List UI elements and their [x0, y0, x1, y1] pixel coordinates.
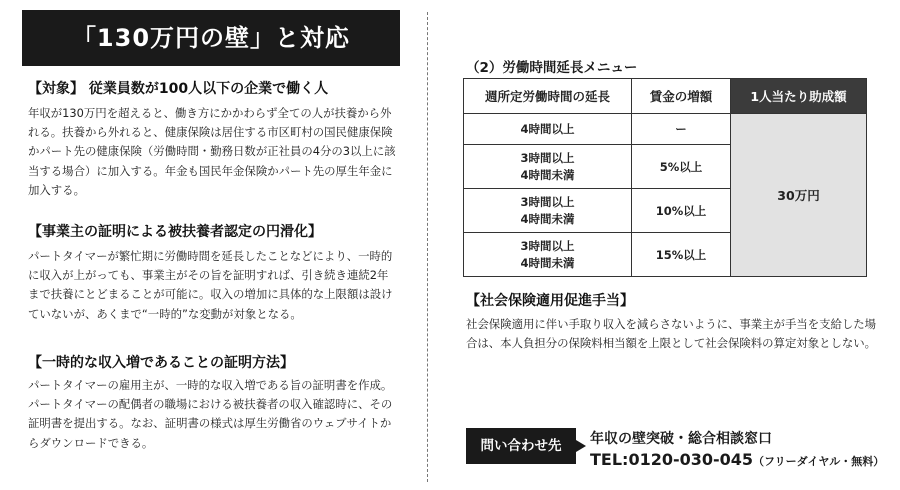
- hours-line: 4時間未満: [520, 255, 575, 270]
- allowance-heading: 【社会保険適用促進手当】: [466, 293, 634, 309]
- column-divider: [427, 12, 428, 482]
- hours-line: 4時間未満: [520, 211, 575, 226]
- proof-method-heading: 【一時的な収入増であることの証明方法】: [28, 355, 294, 371]
- hours-line: 4時間未満: [520, 167, 575, 182]
- contact-name: 年収の壁突破・総合相談窓口: [590, 431, 772, 447]
- hours-line: 4時間以上: [520, 121, 575, 136]
- subsidy-cell: 30万円: [731, 114, 867, 277]
- wage-cell: 15%以上: [632, 233, 731, 277]
- proof-method-body: パートタイマーの雇用主が、一時的な収入増である旨の証明書を作成。パートタイマーの配偶者の職場における被扶養者の収入確認時に、その証明書を提出する。なお、証明書の様式は厚生労働省のウェブサイトからダウンロードできる。: [28, 378, 393, 450]
- header-hours: 週所定労働時間の延長: [464, 79, 632, 114]
- target-heading: 【対象】 従業員数が100人以下の企業で働く人: [28, 81, 329, 97]
- hours-cell: [464, 114, 632, 145]
- phone-note: （フリーダイヤル・無料）: [753, 455, 885, 468]
- header-subsidy: 1人当たり助成額: [731, 79, 867, 114]
- hours-cell: [464, 233, 632, 277]
- table-header-row: [464, 79, 867, 114]
- certification-heading: 【事業主の証明による被扶養者認定の円滑化】: [28, 224, 322, 240]
- target-body: 年収が130万円を超えると、働き方にかかわらず全ての人が扶養から外れる。扶養から外れると、健康保険は居住する市区町村の国民健康保険かパート先の健康保険（労働時間・勤務日数が正社員の4分の3以上に該当する場合）に加入する。年金も国民年金保険かパート先の厚生年金に加入する。: [28, 106, 396, 197]
- contact-tel[interactable]: [590, 450, 884, 469]
- phone-number[interactable]: TEL:0120-030-045: [590, 450, 754, 469]
- allowance-body: 社会保険適用に伴い手取り収入を減らさないように、事業主が手当を支給した場合は、本人負担分の保険料相当額を上限として社会保険料の算定対象としない。: [466, 317, 877, 351]
- hours-cell: [464, 145, 632, 189]
- wage-cell: 5%以上: [632, 145, 731, 189]
- contact-badge: 問い合わせ先: [466, 428, 576, 464]
- menu-title: （2）労働時間延長メニュー: [466, 60, 638, 76]
- wage-cell: 10%以上: [632, 189, 731, 233]
- extension-menu-table: [463, 78, 867, 277]
- hours-line: 3時間以上: [520, 238, 575, 253]
- table-row: [464, 114, 867, 145]
- left-column: [22, 10, 400, 450]
- wage-cell: ー: [632, 114, 731, 145]
- header-wage: 賃金の増額: [632, 79, 731, 114]
- page-title: 「130万円の壁」と対応: [22, 10, 400, 66]
- hours-cell: [464, 189, 632, 233]
- certification-body: パートタイマーが繁忙期に労働時間を延長したことなどにより、一時的に収入が上がっても、事業主がその旨を証明すれば、引き続き連続2年まで扶養にとどまることが可能に。収入の増加に具体的な上限額は設けていないが、あくまで“一時的”な変動が対象となる。: [28, 249, 393, 321]
- hours-line: 3時間以上: [520, 194, 575, 209]
- hours-line: 3時間以上: [520, 150, 575, 165]
